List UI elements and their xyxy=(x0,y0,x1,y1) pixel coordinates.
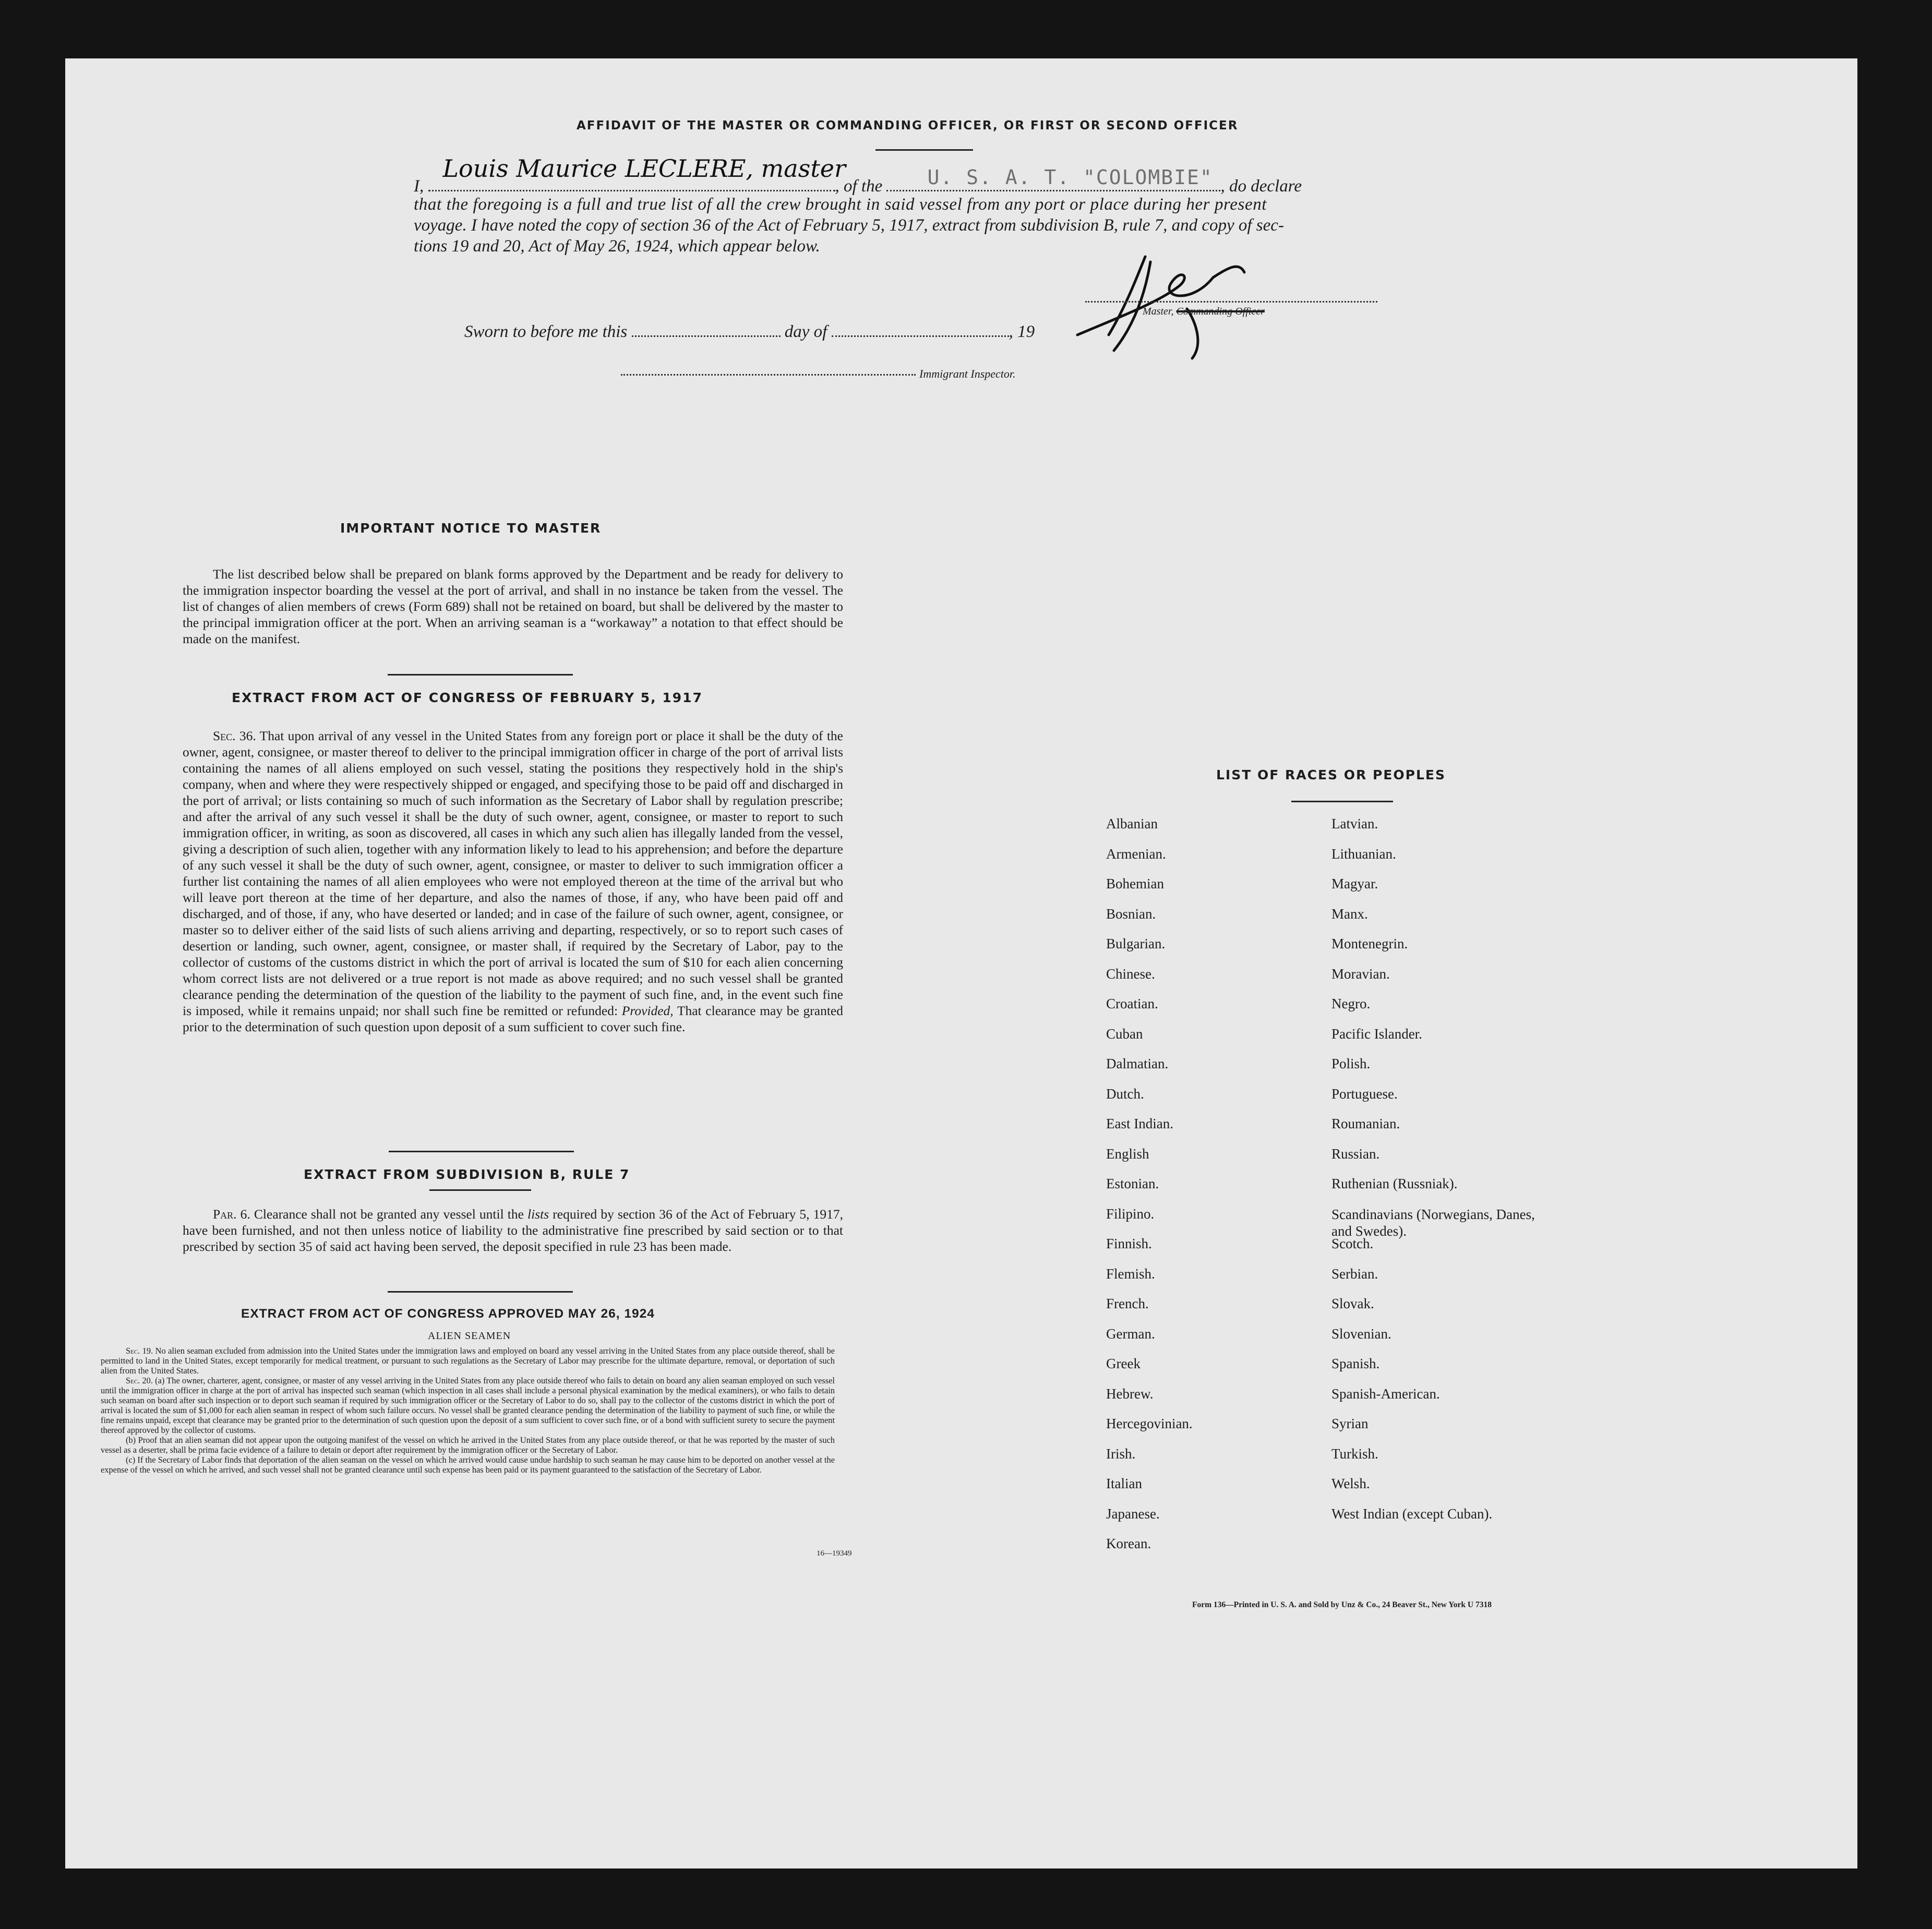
section-rule xyxy=(389,1151,574,1152)
race-item: Scandinavians (Norwegians, Danes, and Swedes). xyxy=(1331,1206,1535,1239)
race-item: Greek xyxy=(1106,1356,1141,1371)
races-title: LIST OF RACES OR PEOPLES xyxy=(1216,767,1446,782)
race-item: Bosnian. xyxy=(1106,906,1156,922)
race-item: Albanian xyxy=(1106,816,1158,831)
race-item: Syrian xyxy=(1331,1416,1369,1431)
race-item: Latvian. xyxy=(1331,816,1378,831)
rule7-title: EXTRACT FROM SUBDIVISION B, RULE 7 xyxy=(304,1167,630,1182)
signature-line xyxy=(1085,301,1377,303)
race-item: Flemish. xyxy=(1106,1265,1155,1282)
race-item: Moravian. xyxy=(1331,966,1390,982)
race-item: Bulgarian. xyxy=(1106,936,1166,951)
race-item: Dalmatian. xyxy=(1106,1056,1169,1071)
race-item: Pacific Islander. xyxy=(1331,1026,1422,1042)
affidavit-title: AFFIDAVIT OF THE MASTER OR COMMANDING OFFICER, OR FIRST OR SECOND OFFICER xyxy=(577,119,1239,132)
race-item: Magyar. xyxy=(1331,876,1378,891)
rule7-text: Par. 6. Clearance shall not be granted any vessel until the lists required by section 36 of the Act of February 5, 1917, have been furnished, and not then unless notice of liability to the administrative fine prescribed by said section or to that prescribed by section 35 of said act having been served, the deposit specified in rule 23 has been made. xyxy=(183,1207,844,1254)
races-title-rule xyxy=(1291,801,1393,802)
race-item: German. xyxy=(1106,1325,1155,1342)
race-item: Dutch. xyxy=(1106,1086,1144,1102)
form-footer: Form 136—Printed in U. S. A. and Sold by Unz & Co., 24 Beaver St., New York U 7318 xyxy=(1192,1600,1492,1609)
race-item: Portuguese. xyxy=(1331,1086,1398,1102)
section-rule xyxy=(388,1291,573,1293)
section-rule xyxy=(388,674,573,676)
section-rule xyxy=(429,1189,531,1191)
race-item: East Indian. xyxy=(1106,1116,1173,1131)
extract-1917-text: Sec. 36. That upon arrival of any vessel in the United States from any foreign port or place it shall be the duty of the owner, agent, consignee, or master thereof to deliver to the principal immigration officer in charge of the port of arrival lists containing the names of all aliens employed on such vessel, stating the positions they respectively hold in the ship's company, when and where they were respectively shipped or engaged, and specifying those to be paid off and discharged in the port of arrival; or lists containing so much of such information as the Secretary of Labor shall by regulation prescribe; and after the arrival of any such vessel it shall be the duty of such owner, agent, consignee, or master to report to such immigration officer, in writing, as soon as discovered, all cases in which any such alien has illegally landed from the vessel, giving a description of such alien, together with any information likely to lead to his apprehension; and before the departure of any such vessel it shall be the duty of such owner, agent, consignee, or master to deliver to such immigration officer a further list containing the names of all alien employees who were not employed thereon at the time of the arrival but who will leave port thereon at the time of her departure, and also the names of those, if any, who have been paid off and discharged, and of those, if any, who have deserted or landed; and in case of the failure of such owner, agent, consignee, or master so to deliver either of the said lists of such aliens arriving and departing, respectively, or so to report such cases of desertion or landing, such owner, agent, consignee, or master shall, if required by the Secretary of Labor, pay to the collector of customs of the customs district in which the port of arrival is located the sum of $10 for each alien concerning whom correct lists are not delivered or a true report is not made as above required; and no such vessel shall be granted clearance pending the determination of the question of the liability to the payment of such fine, and, in the event such fine is imposed, while it remains unpaid; nor shall such fine be remitted or refunded: Provided, That clearance may be granted prior to the determination of such question upon deposit of a sum sufficient to cover such fine. xyxy=(183,728,844,1034)
race-item: Finnish. xyxy=(1106,1236,1152,1251)
extract-1924-text: Sec. 19. No alien seaman excluded from admission into the United States under the immigration laws and employed on board any vessel arriving in the United States from any place outside thereof, shall be permitted to land in the United States, except temporarily for medical treatment, or pursuant to such regulations as the Secretary of Labor may prescribe for the ultimate departure, removal, or deportation of such alien from the United States. Sec. 20. (a) The owner, charterer, agent, consignee, or master of any vessel arriving in the United States from any place outside thereof who fails to detain on board any alien seaman employed on such vessel until the immigration officer in charge at the port of arrival has inspected such seaman (which inspection in all cases shall include a personal physical examination by the medical examiners), or who fails to detain such seaman on board after such inspection or to deport such seaman if required by such immigration officer or the Secretary of Labor to do so, shall pay to the collector of the customs district in which the port of arrival is located the sum of $1,000 for each alien seaman in respect of whom such failure occurs. No vessel shall be granted clearance pending the determination of the liability to payment of such fine, or while the fine remains unpaid, except that clearance may be granted prior to the determination of such question upon the deposit of a sum sufficient to cover such fine, or of a bond with sufficient surety to secure the payment thereof approved by the collector of customs. (b) Proof that an alien seaman did not appear upon the outgoing manifest of the vessel on which he arrived in the United States from any place outside thereof, or that he was reported by the master of such vessel as a deserter, shall be prima facie evidence of a failure to detain or deport after requirement by the immigration officer or the Secretary of Labor. (c) If the Secretary of Labor finds that deportation of the alien seaman on the vessel on which he arrived would cause undue hardship to such seaman he may cause him to be deported on another vessel at the expense of the vessel on which he arrived, and such vessel shall not be granted clearance until such expense has been paid or its payment guaranteed to the satisfaction of the Secretary of Labor. xyxy=(101,1346,835,1475)
extract-1924-title: EXTRACT FROM ACT OF CONGRESS APPROVED MAY 26, 1924 xyxy=(241,1307,655,1321)
sworn-line: Sworn to before me this day of , 19 xyxy=(464,322,1035,341)
race-item: Bohemian xyxy=(1106,876,1164,891)
race-item: Negro. xyxy=(1331,996,1371,1011)
inspector-label: Immigrant Inspector. xyxy=(919,367,1016,380)
race-item: English xyxy=(1106,1146,1149,1162)
race-item: Lithuanian. xyxy=(1331,846,1396,862)
race-item: Slovak. xyxy=(1331,1296,1374,1311)
race-item: Turkish. xyxy=(1331,1445,1378,1462)
race-item: Welsh. xyxy=(1331,1476,1370,1491)
race-item: Cuban xyxy=(1106,1026,1143,1042)
form-code: 16—19349 xyxy=(817,1549,852,1558)
vessel-name: U. S. A. T. "COLOMBIE" xyxy=(927,166,1213,189)
affidavit-line-3: voyage. I have noted the copy of section 36 of the Act of February 5, 1917, extract from subdivision B, rule 7, and copy of sec- xyxy=(414,216,1284,235)
extract-1917-title: EXTRACT FROM ACT OF CONGRESS OF FEBRUARY 5, 1917 xyxy=(232,690,703,705)
inspector-signature-line xyxy=(621,374,916,376)
races-left-column xyxy=(1106,816,1315,1566)
alien-seamen-subtitle: ALIEN SEAMEN xyxy=(428,1330,511,1342)
race-item: Estonian. xyxy=(1106,1176,1159,1191)
affidavit-line-4: tions 19 and 20, Act of May 26, 1924, which appear below. xyxy=(414,237,820,256)
race-item: Scotch. xyxy=(1331,1236,1374,1251)
affidavit-line-2: that the foregoing is a full and true list of all the crew brought in said vessel from any port or place during her present xyxy=(414,195,1267,214)
race-item: Chinese. xyxy=(1106,966,1155,982)
race-item: French. xyxy=(1106,1296,1149,1311)
notice-text: The list described below shall be prepared on blank forms approved by the Department and be ready for delivery to the immigration inspector boarding the vessel at the port of arrival, and shall in no instance be taken from the vessel. The list of changes of alien members of crews (Form 689) shall not be retained on board, but shall be delivered by the master to the principal immigration officer at the port. When an arriving seaman is a “workaway” a notation to that effect should be made on the manifest. xyxy=(183,566,843,646)
race-item: Serbian. xyxy=(1331,1265,1378,1282)
race-item: Hebrew. xyxy=(1106,1385,1154,1402)
race-item: Manx. xyxy=(1331,906,1368,922)
document-page xyxy=(65,58,1857,1868)
affidavit-line-1: I, Louis Maurice LECLERE, master , of the U. S. A. T. "COLOMBIE" , do declare xyxy=(414,154,1302,196)
race-item: Hercegovinian. xyxy=(1106,1416,1193,1431)
race-item: Italian xyxy=(1106,1476,1142,1491)
signature-scribble xyxy=(1072,246,1270,361)
race-item: Irish. xyxy=(1106,1445,1136,1462)
race-item: Montenegrin. xyxy=(1331,936,1408,951)
race-item: Japanese. xyxy=(1106,1505,1160,1522)
race-item: West Indian (except Cuban). xyxy=(1331,1505,1493,1522)
race-item: Korean. xyxy=(1106,1536,1151,1551)
race-item: Polish. xyxy=(1331,1056,1371,1071)
races-right-column xyxy=(1331,816,1551,1536)
race-item: Russian. xyxy=(1331,1146,1380,1162)
race-item: Ruthenian (Russniak). xyxy=(1331,1176,1458,1191)
race-item: Roumanian. xyxy=(1331,1116,1400,1131)
race-item: Spanish-American. xyxy=(1331,1385,1440,1402)
notice-title: IMPORTANT NOTICE TO MASTER xyxy=(340,521,602,536)
race-item: Croatian. xyxy=(1106,996,1158,1011)
title-rule xyxy=(875,149,973,151)
master-name-handwritten: Louis Maurice LECLERE, master xyxy=(442,154,846,183)
signature-caption: Master, Commanding Officer xyxy=(1143,306,1265,317)
race-item: Slovenian. xyxy=(1331,1325,1391,1342)
race-item: Armenian. xyxy=(1106,846,1166,862)
race-item: Filipino. xyxy=(1106,1205,1155,1222)
race-item: Spanish. xyxy=(1331,1356,1380,1371)
